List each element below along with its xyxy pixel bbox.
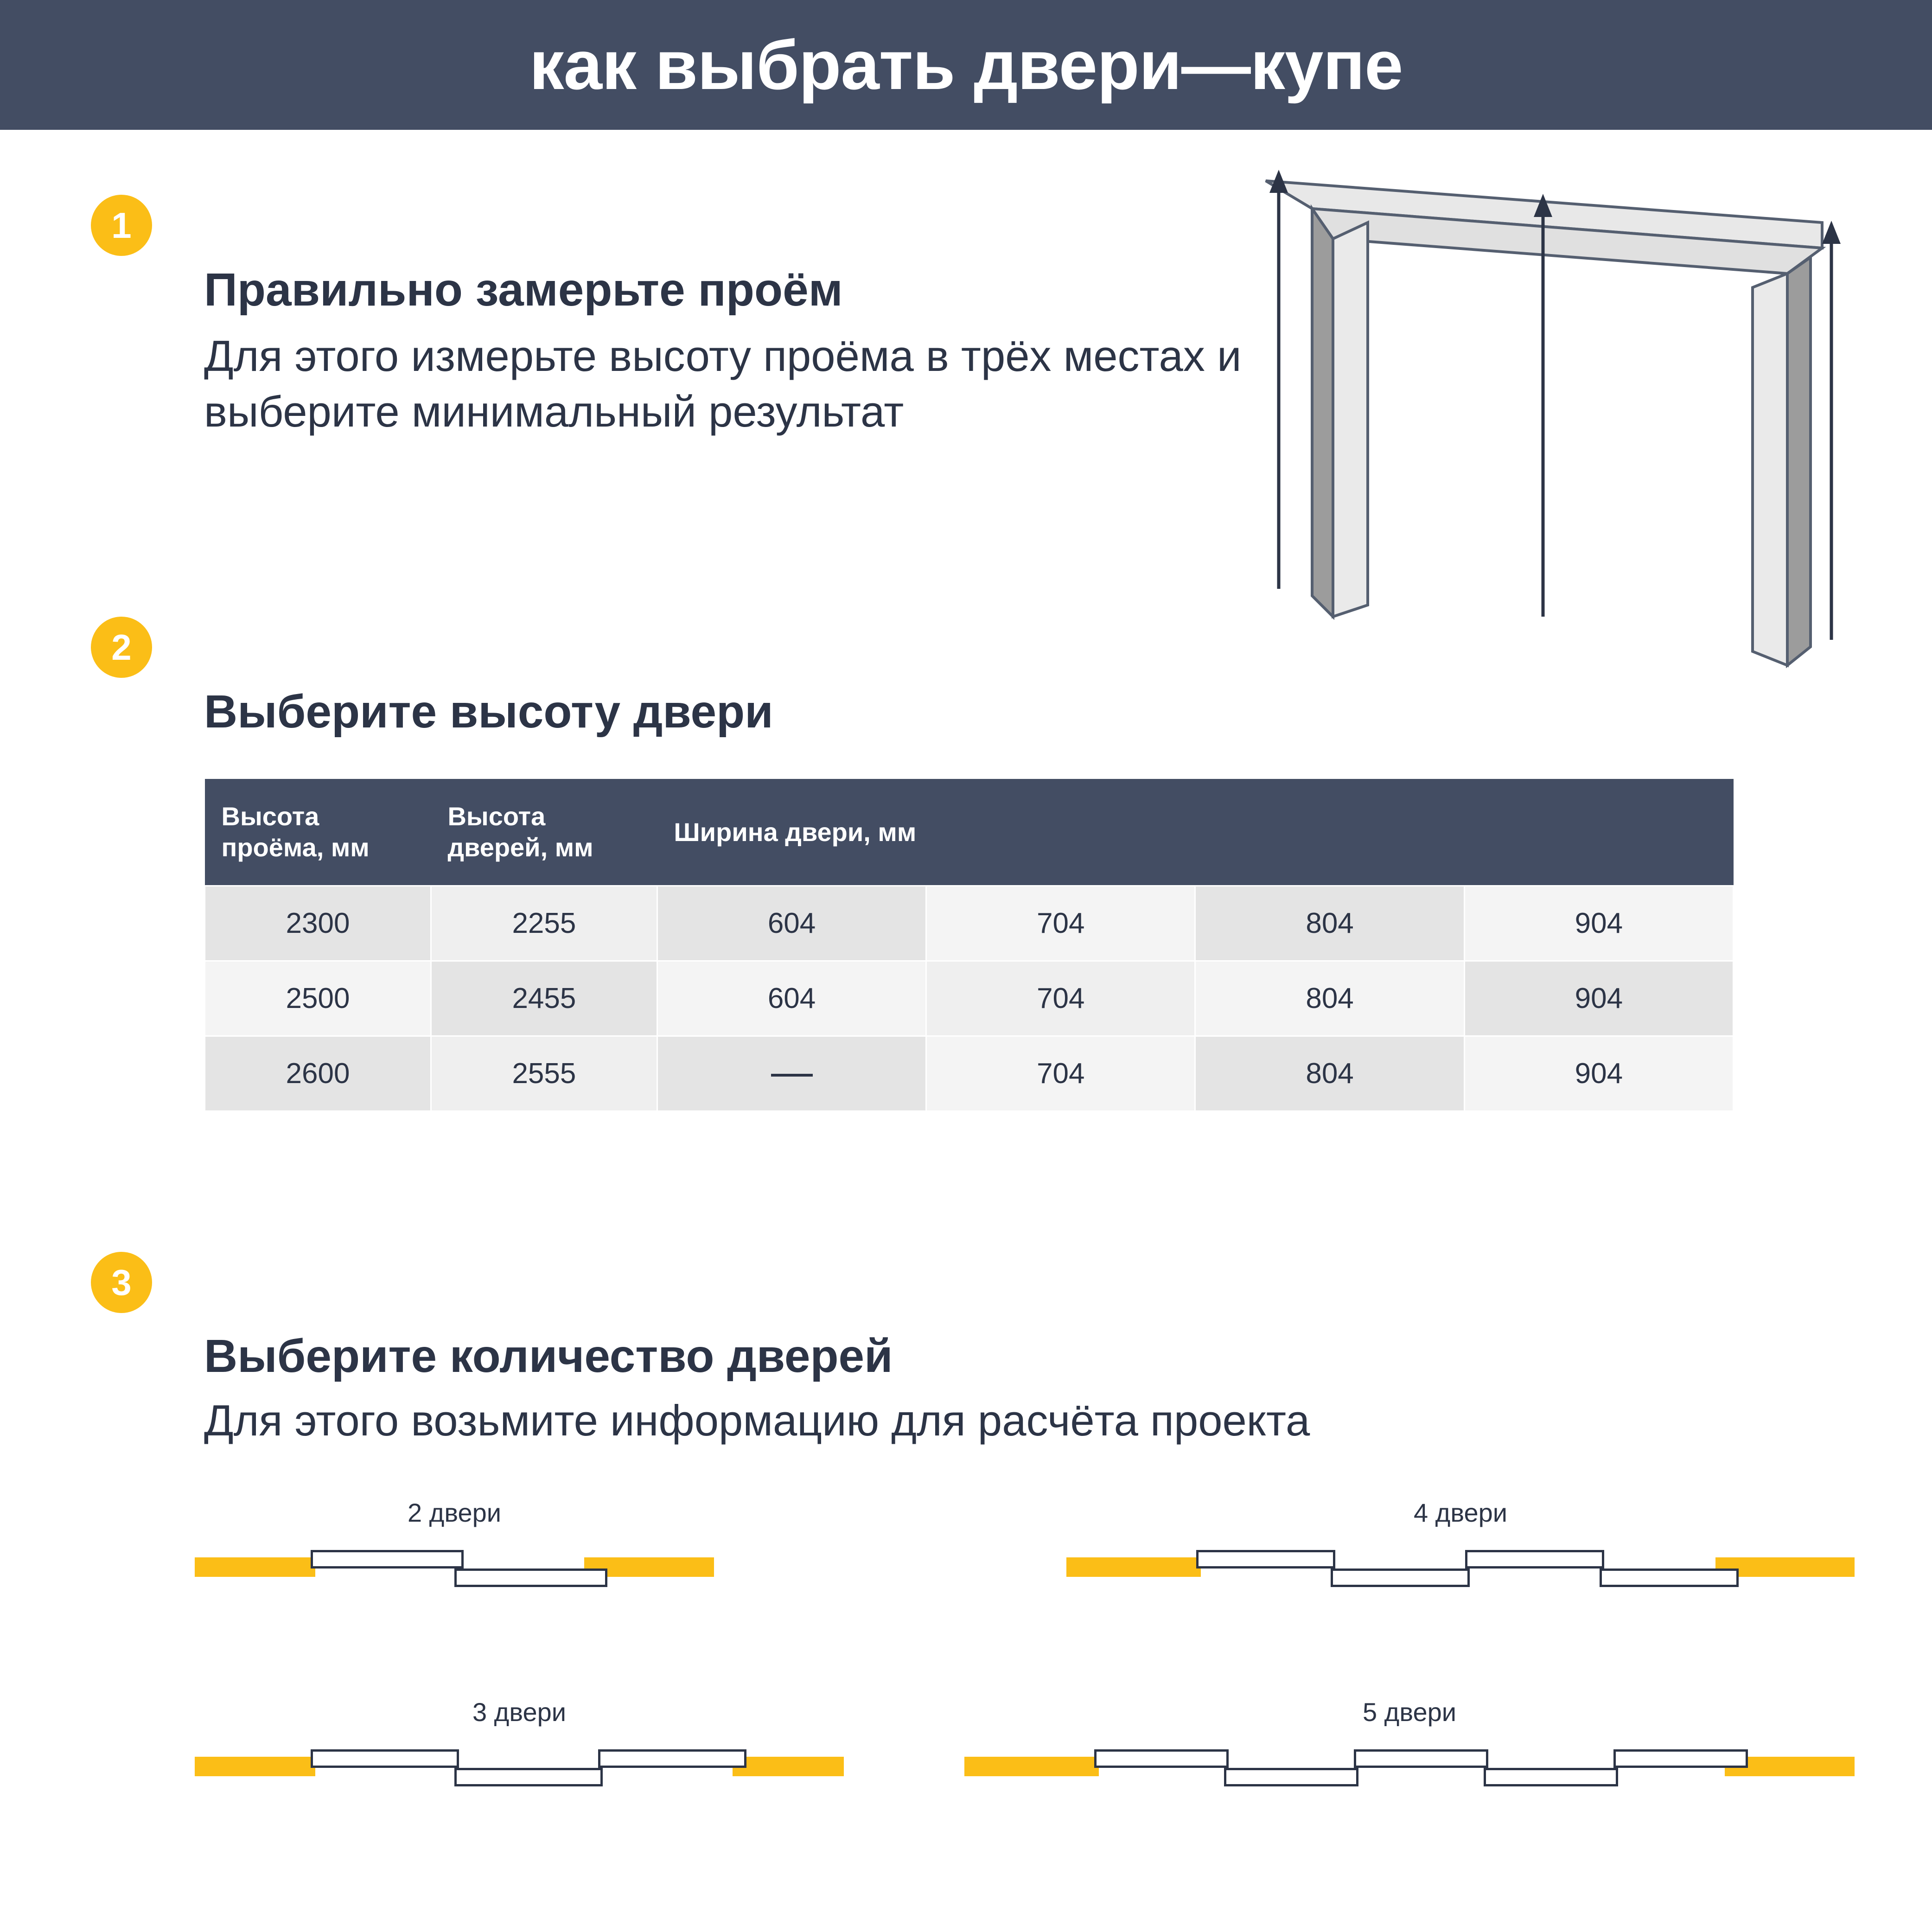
step-1-content [204, 264, 1270, 440]
door-panel [1354, 1749, 1488, 1768]
cell-width-1: 604 [657, 961, 926, 1036]
cell-width-4: 904 [1464, 886, 1733, 961]
table-header [205, 779, 1734, 886]
cell-width-2: 704 [926, 1036, 1195, 1111]
door-panel [1465, 1550, 1604, 1569]
door-option-3-diagram [195, 1740, 844, 1796]
cell-door-height: 2555 [431, 1036, 657, 1111]
door-panel [1224, 1768, 1358, 1786]
cell-width-3: 804 [1195, 1036, 1464, 1111]
table-row [205, 886, 1734, 961]
door-panel [1094, 1749, 1229, 1768]
door-panel [454, 1768, 603, 1786]
table-row [205, 1036, 1734, 1111]
door-panel [311, 1550, 464, 1569]
door-option-4-diagram [1066, 1541, 1855, 1596]
cell-opening-height: 2300 [205, 886, 431, 961]
step-badge-1: 1 [91, 195, 152, 256]
table-header-row [205, 779, 1734, 886]
door-option-4-caption: 4 двери [1413, 1498, 1508, 1527]
door-option-2 [195, 1498, 714, 1596]
step-1-text: Для этого измерьте высоту проёма в трёх местах и выберите минимальный результат [204, 332, 1242, 436]
cell-opening-height: 2500 [205, 961, 431, 1036]
door-panel [454, 1569, 607, 1587]
door-panel [1484, 1768, 1618, 1786]
cell-width-1: 604 [657, 886, 926, 961]
cell-width-3: 804 [1195, 886, 1464, 961]
door-option-5-diagram [964, 1740, 1855, 1796]
door-count-diagrams [0, 1498, 1932, 1906]
door-option-3 [195, 1697, 844, 1796]
door-panel [598, 1749, 746, 1768]
door-size-table-wrapper [204, 779, 1734, 1112]
page-header [0, 0, 1932, 130]
step-3-content [204, 1331, 1827, 1448]
door-panel [1613, 1749, 1748, 1768]
table-header-door-width: Ширина двери, мм [657, 779, 1733, 886]
dash-icon [771, 1074, 813, 1077]
table-body [205, 886, 1734, 1111]
cell-door-height: 2455 [431, 961, 657, 1036]
door-size-table [204, 779, 1734, 1112]
table-header-door-height: Высота дверей, мм [431, 779, 657, 886]
cell-width-2: 704 [926, 961, 1195, 1036]
door-option-5-caption: 5 двери [1362, 1697, 1457, 1727]
cell-width-4: 904 [1464, 1036, 1733, 1111]
cell-width-4: 904 [1464, 961, 1733, 1036]
opening-edge-left [195, 1757, 315, 1776]
step-1-title: Правильно замерьте проём [204, 264, 843, 316]
table-row [205, 961, 1734, 1036]
door-panel [1600, 1569, 1739, 1587]
step-2-title: Выберите высоту двери [204, 686, 773, 738]
step-3-title: Выберите количество дверей [204, 1330, 893, 1382]
door-option-2-caption: 2 двери [407, 1498, 502, 1527]
table-header-opening-height: Высота проёма, мм [205, 779, 431, 886]
step-badge-2: 2 [91, 617, 152, 678]
page-title: как выбрать двери—купе [529, 26, 1403, 104]
door-panel [311, 1749, 459, 1768]
cell-width-1 [657, 1036, 926, 1111]
opening-edge-left [1066, 1557, 1201, 1577]
door-panel [1196, 1550, 1335, 1569]
door-panel [1331, 1569, 1470, 1587]
cell-width-3: 804 [1195, 961, 1464, 1036]
door-option-4 [1066, 1498, 1855, 1596]
opening-edge-left [964, 1757, 1099, 1776]
opening-edge-right [733, 1757, 844, 1776]
door-option-3-caption: 3 двери [472, 1697, 567, 1727]
step-badge-3: 3 [91, 1252, 152, 1313]
opening-edge-left [195, 1557, 315, 1577]
door-option-2-diagram [195, 1541, 714, 1596]
cell-opening-height: 2600 [205, 1036, 431, 1111]
door-opening-icon [1233, 153, 1855, 677]
cell-width-2: 704 [926, 886, 1195, 961]
cell-door-height: 2255 [431, 886, 657, 961]
door-option-5 [964, 1697, 1855, 1796]
step-3-text: Для этого возьмите информацию для расчёта проекта [204, 1396, 1310, 1445]
